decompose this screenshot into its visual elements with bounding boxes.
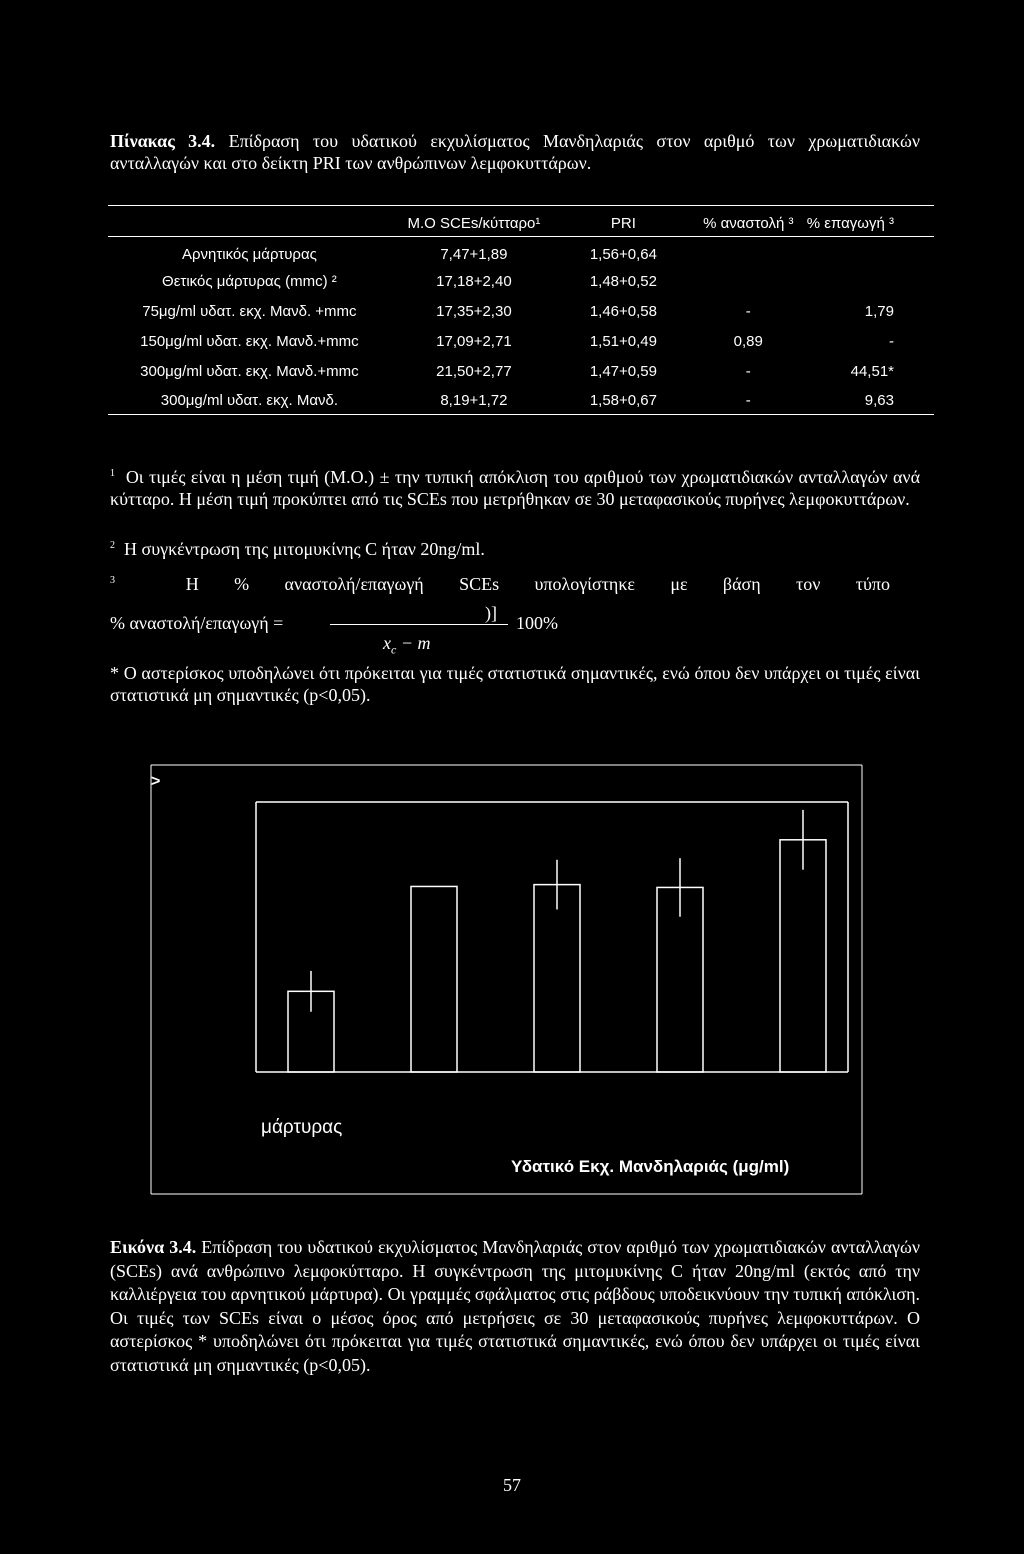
table-cell: 8,19+1,72 [391,387,557,415]
table-cell: 300μg/ml υδατ. εκχ. Μανδ.+mmc [140,363,359,380]
table-cell: 1,46+0,58 [589,303,657,320]
formula-left: % αναστολή/επαγωγή = [110,613,284,633]
table-cell: - [745,363,751,380]
table-cell: - [690,387,807,415]
table-cell: Θετικός μάρτυρας (mmc) ² [162,273,337,290]
table-cell: - [889,333,894,350]
table-cell: 1,48+0,52 [589,273,657,290]
table-caption-text: Επίδραση του υδατικού εκχυλίσματος Μανδηλαριάς στον αριθμό των χρωματιδιακών ανταλλαγών και στο δείκτη PRI των ανθρώπινων λεμφοκυττάρων. [110,131,921,173]
table-header-cell: % αναστολή ³ [690,210,807,237]
bar [534,885,580,1072]
table-cell: 150μg/ml υδατ. εκχ. Μανδ.+mmc [140,333,359,350]
footnote-3-mark: 3 [110,575,115,586]
table-cell: 1,79 [864,303,894,320]
x-axis-label: Υδατικό Εκχ. Μανδηλαριάς (μg/ml) [511,1157,790,1176]
corner-mark: > [151,773,161,790]
table-header-cell: % επαγωγή ³ [807,210,934,237]
table-cell: 17,18+2,40 [436,273,512,290]
table-cell: 21,50+2,77 [436,363,512,380]
table-cell: 17,35+2,30 [436,303,512,320]
table-header-cell: Μ.Ο SCEs/κύτταρο¹ [391,210,557,237]
table-caption-label: Πίνακας 3.4. [110,131,216,151]
table-cell: 1,47+0,59 [589,363,657,380]
table-cell: 75μg/ml υδατ. εκχ. Μανδ. +mmc [142,303,357,320]
footnote-2-mark: 2 [110,540,115,551]
formula-den-x: x [383,633,391,653]
table-cell: 1,58+0,67 [557,387,690,415]
figure-caption-text: Επίδραση του υδατικού εκχυλίσματος Μανδηλαριάς στον αριθμό των χρωματιδιακών ανταλλαγών (SCEs) ανά ανθρώπινο λεμφοκύτταρο. Η συγκέντρωση της μιτομυκίνης C ήταν 20ng/ml (εκτός από την καλλιέργεια του αρνητικού μάρτυρα). Οι γραμμές σφάλματος στις ράβδους υποδεικνύουν την τυπική απόκλιση. Οι τιμές των SCEs είναι ο μέσος όρος από μετρήσεις σε 30 μεταφασικούς πυρήνες λεμφοκυττάρων. Ο αστερίσκος * υποδηλώνει ότι πρόκειται για τιμές στατιστικά σημαντικές, ενώ όπου δεν υπάρχει οι τιμές είναι στατιστικά μη σημαντικές (p<0,05). [110,1237,920,1375]
category-group-label: μάρτυρας [261,1117,343,1138]
asterisk-note: * Ο αστερίσκος υποδηλώνει ότι πρόκειται για τιμές στατιστικά σημαντικές, ενώ όπου δεν υπάρχει οι τιμές είναι στατιστικά μη σημαντικές (p<0,05). [110,663,920,705]
figure-caption [110,1236,920,1377]
page-number: 57 [503,1475,521,1495]
bar [411,886,457,1072]
formula-den-sub: c [391,642,397,657]
formula-numerator: )] [485,603,497,623]
table-cell: 1,51+0,49 [589,333,657,350]
table-cell: 17,09+2,71 [436,333,512,350]
table-cell: 300μg/ml υδατ. εκχ. Μανδ. [108,387,391,415]
footnote-1-text: Οι τιμές είναι η μέση τιμή (Μ.Ο.) ± την τυπική απόκλιση του αριθμού των χρωματιδιακών ανταλλαγών ανά κύτταρο. Η μέση τιμή προκύπτει από τις SCEs που μετρήθηκαν σε 30 μεταφασικούς πυρήνες λεμφοκυττάρων. [110,467,920,509]
bar [780,840,826,1072]
table-cell: 1,56+0,64 [589,246,657,264]
formula-right: 100% [516,613,558,633]
footnote-2-text: Η συγκέντρωση της μιτομυκίνης C ήταν 20ng/ml. [124,539,485,559]
table-header-cell: PRI [557,210,690,237]
table-cell: 9,63 [807,387,934,415]
formula-den-rest: − m [396,633,431,653]
table-cell: 7,47+1,89 [440,246,508,264]
chart-frame [151,765,862,1194]
table-cell: 44,51* [850,363,894,380]
figure-caption-label: Εικόνα 3.4. [110,1237,197,1257]
footnote-3-text: Η % αναστολή/επαγωγή SCEs υπολογίστηκε με βάση τον τύπο [185,574,891,594]
table-cell: - [745,303,751,320]
table-cell: 0,89 [733,333,763,350]
footnote-1-mark: 1 [110,468,115,479]
table-cell: Αρνητικός μάρτυρας [181,246,317,264]
